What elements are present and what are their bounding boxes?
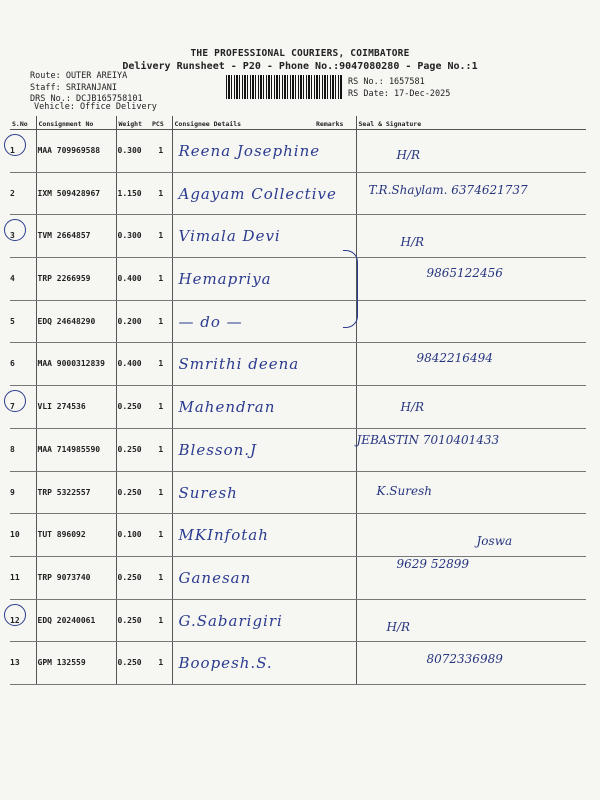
signature-cell	[356, 599, 586, 642]
consignment-number: VLI 274536	[36, 386, 116, 429]
pcs-value: 1	[150, 300, 172, 343]
serial-number: 6	[10, 343, 36, 386]
weight-value: 0.250	[116, 642, 150, 685]
table-row	[10, 172, 586, 215]
receiver-signature: Joswa	[476, 534, 513, 549]
col-consignment: Consignment No	[36, 116, 116, 130]
serial-number: 2	[10, 172, 36, 215]
consignment-number: TRP 9073740	[36, 556, 116, 599]
company-title: THE PROFESSIONAL COURIERS, COIMBATORE	[190, 48, 410, 59]
consignee-name: Mahendran	[178, 398, 276, 417]
consignee-cell	[172, 471, 314, 514]
consignee-cell	[172, 514, 314, 557]
pcs-value: 1	[150, 258, 172, 301]
weight-value: 0.250	[116, 599, 150, 642]
consignee-cell	[172, 343, 314, 386]
signature-cell	[356, 386, 586, 429]
weight-value: 0.250	[116, 556, 150, 599]
staff-label: Staff: SRIRANJANI	[30, 82, 117, 93]
table-row	[10, 642, 586, 685]
consignee-cell	[172, 130, 321, 173]
serial-number: 10	[10, 514, 36, 557]
pcs-value: 1	[150, 428, 172, 471]
consignee-name: Agayam Collective	[178, 184, 337, 203]
col-pcs: PCS	[150, 116, 172, 130]
consignee-cell	[172, 215, 314, 258]
consignment-number: MAA 714985590	[36, 428, 116, 471]
consignee-name: Smrithi deena	[178, 355, 300, 374]
receiver-signature: H/R	[400, 400, 425, 415]
consignment-number: TRP 5322557	[36, 471, 116, 514]
rs-number: RS No.: 1657581	[348, 77, 425, 87]
consignee-cell	[172, 556, 314, 599]
remarks-cell	[314, 428, 356, 471]
receiver-signature: 8072336989	[426, 652, 503, 667]
table-row	[10, 471, 586, 514]
signature-cell	[356, 471, 586, 514]
circle-mark	[4, 219, 26, 241]
signature-cell	[356, 514, 586, 557]
barcode	[226, 75, 342, 99]
pcs-value: 1	[150, 172, 172, 215]
pcs-value: 1	[150, 599, 172, 642]
pcs-value: 1	[150, 130, 172, 173]
consignee-cell	[172, 599, 314, 642]
receiver-signature: JEBASTIN 7010401433	[356, 432, 500, 447]
remarks-cell	[314, 130, 356, 173]
drs-label: DRS No.: DCJB165758101	[30, 94, 143, 104]
weight-value: 1.150	[116, 172, 150, 215]
remarks-cell	[314, 642, 356, 685]
weight-value: 0.250	[116, 386, 150, 429]
weight-value: 0.100	[116, 514, 150, 557]
route-info	[30, 71, 143, 106]
remarks-cell	[314, 556, 356, 599]
serial-number: 4	[10, 258, 36, 301]
table-row	[10, 343, 586, 386]
consignment-number: MAA 709969588	[36, 130, 116, 173]
pcs-value: 1	[150, 471, 172, 514]
serial-number: 11	[10, 556, 36, 599]
weight-value: 0.250	[116, 428, 150, 471]
signature-cell	[356, 343, 586, 386]
vehicle-label: Vehicle: Office Delivery	[34, 102, 157, 112]
col-remarks: Remarks	[314, 116, 356, 130]
pcs-value: 1	[150, 514, 172, 557]
receiver-signature: 9865122456	[426, 266, 503, 281]
consignee-name: Blesson.J	[178, 440, 258, 459]
signature-cell	[356, 642, 586, 685]
col-consignee: Consignee Details	[172, 116, 314, 130]
consignee-cell	[172, 642, 314, 685]
circle-mark	[4, 134, 26, 156]
consignee-cell	[172, 428, 314, 471]
receiver-signature: T.R.Shaylam. 6374621737	[368, 182, 528, 197]
pcs-value: 1	[150, 215, 172, 258]
consignee-name: Boopesh.S.	[178, 654, 273, 673]
table-row	[10, 514, 586, 557]
consignee-name: MKInfotah	[178, 526, 269, 545]
remarks-cell	[314, 343, 356, 386]
brace-mark	[343, 250, 358, 328]
signature-cell	[356, 556, 586, 599]
col-sno: S.No	[10, 116, 36, 130]
signature-cell	[356, 300, 586, 343]
consignment-number: TRP 2266959	[36, 258, 116, 301]
consignee-name: Suresh	[178, 483, 238, 502]
consignment-number: TUT 896092	[36, 514, 116, 557]
serial-number: 13	[10, 642, 36, 685]
consignee-name: Reena Josephine	[178, 142, 321, 160]
route-label: Route: OUTER AREIYA	[30, 71, 128, 81]
serial-number: 1	[10, 130, 36, 173]
signature-cell	[356, 215, 586, 258]
consignment-number: EDQ 24648290	[36, 300, 116, 343]
signature-cell	[356, 258, 586, 301]
consignee-cell	[172, 258, 314, 301]
weight-value: 0.300	[116, 130, 150, 173]
serial-number: 9	[10, 471, 36, 514]
consignee-cell	[172, 172, 337, 215]
remarks-cell	[314, 172, 356, 215]
weight-value: 0.400	[116, 258, 150, 301]
weight-value: 0.300	[116, 215, 150, 258]
consignee-name: G.Sabarigiri	[178, 611, 283, 630]
consignment-number: MAA 9000312839	[36, 343, 116, 386]
col-signature: Seal & Signature	[356, 116, 586, 130]
table-row	[10, 130, 586, 173]
table-row	[10, 215, 586, 258]
col-weight: Weight	[116, 116, 150, 130]
weight-value: 0.200	[116, 300, 150, 343]
weight-value: 0.250	[116, 471, 150, 514]
serial-number: 7	[10, 386, 36, 429]
table-header-row	[10, 116, 586, 130]
receiver-signature: K.Suresh	[376, 483, 432, 498]
pcs-value: 1	[150, 556, 172, 599]
remarks-cell	[314, 514, 356, 557]
signature-cell	[356, 130, 586, 173]
receiver-signature: H/R	[386, 619, 411, 634]
table-row	[10, 258, 586, 301]
receiver-signature: H/R	[396, 148, 421, 162]
consignment-number: TVM 2664857	[36, 215, 116, 258]
pcs-value: 1	[150, 343, 172, 386]
table-row	[10, 386, 586, 429]
rs-date: RS Date: 17-Dec-2025	[348, 88, 451, 99]
serial-number: 12	[10, 599, 36, 642]
pcs-value: 1	[150, 642, 172, 685]
consignee-cell	[172, 386, 314, 429]
table-row	[10, 556, 586, 599]
serial-number: 3	[10, 215, 36, 258]
serial-number: 5	[10, 300, 36, 343]
consignment-number: IXM 509428967	[36, 172, 116, 215]
remarks-cell	[314, 386, 356, 429]
signature-cell	[356, 172, 586, 215]
weight-value: 0.400	[116, 343, 150, 386]
remarks-cell	[314, 471, 356, 514]
consignee-name: Hemapriya	[178, 270, 272, 289]
serial-number: 8	[10, 428, 36, 471]
pcs-value: 1	[150, 386, 172, 429]
circle-mark	[4, 390, 26, 412]
consignee-cell	[172, 300, 314, 343]
table-row	[10, 428, 586, 471]
rs-info	[348, 77, 450, 100]
consignment-number: GPM 132559	[36, 642, 116, 685]
consignment-number: EDQ 20240061	[36, 599, 116, 642]
remarks-cell	[314, 599, 356, 642]
receiver-signature: H/R	[400, 235, 425, 250]
consignee-name: — do —	[178, 312, 243, 331]
receiver-signature: 9629 52899	[396, 556, 470, 571]
table-row	[10, 599, 586, 642]
consignee-name: Ganesan	[178, 568, 252, 587]
signature-cell	[356, 428, 586, 471]
consignee-name: Vimala Devi	[178, 227, 281, 246]
table-row	[10, 300, 586, 343]
circle-mark	[4, 604, 26, 626]
runsheet-table	[10, 116, 586, 685]
receiver-signature: 9842216494	[416, 351, 493, 366]
runsheet-title: Delivery Runsheet - P20 - Phone No.:9047080280 - Page No.:1	[122, 61, 478, 72]
